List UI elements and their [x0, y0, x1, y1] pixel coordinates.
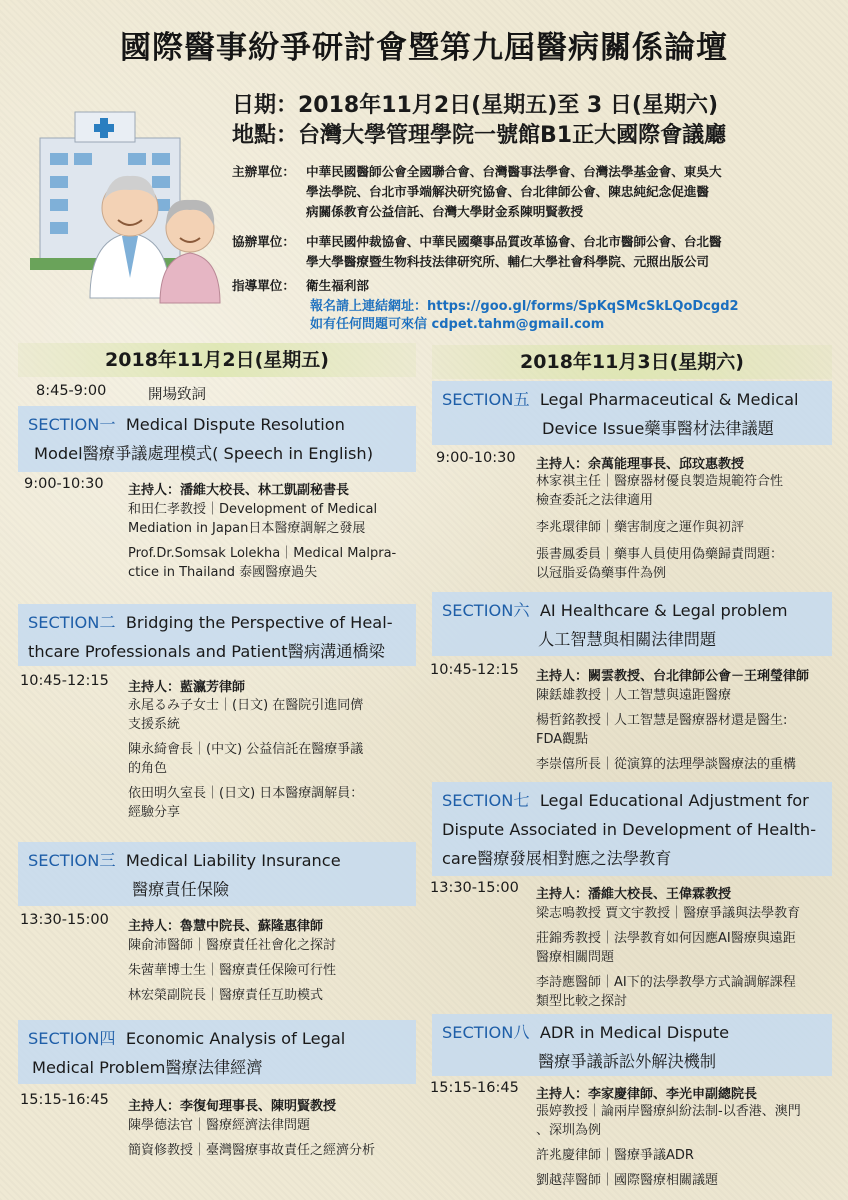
talk-line: 陳銩雄教授｜人工智慧與遠距醫療 [536, 688, 732, 703]
section-key: SECTION八 [442, 1023, 530, 1042]
section-1-header [18, 406, 416, 472]
talk-line: Prof.Dr.Somsak Lolekha｜Medical Malpra- [128, 546, 397, 561]
section-title: Device Issue藥事醫材法律議題 [542, 419, 774, 438]
organizers-supervisor [232, 276, 826, 296]
talk-line: 梁志鳴教授 賈文宇教授｜醫療爭議與法學教育 [536, 906, 801, 921]
talk-line: 檢查委託之法律適用 [536, 493, 654, 508]
section-title: Medical Dispute Resolution [125, 415, 345, 434]
section-key: SECTION四 [28, 1029, 116, 1048]
session-time: 9:00-10:30 [436, 450, 516, 466]
talk-line: 類型比較之探討 [536, 994, 628, 1009]
section-title: Medical Liability Insurance [125, 851, 341, 870]
talk-line: 莊錦秀教授｜法學教育如何因應AI醫療與遠距 [536, 931, 796, 946]
section-title: AI Healthcare & Legal problem [539, 601, 788, 620]
registration-link[interactable]: 報名請上連結網址：https://goo.gl/forms/SpKqSMcSkLQoDcgd2 [310, 299, 739, 314]
section-3-header [18, 842, 416, 906]
session-time: 9:00-10:30 [24, 476, 104, 492]
day2-header: 2018年11月3日(星期六) [432, 345, 832, 379]
talk-line: 張書鳳委員｜藥事人員使用偽藥歸責問題： [536, 547, 784, 562]
contact-email[interactable]: 如有任何問題可來信 cdpet.tahm@gmail.com [310, 317, 605, 332]
talk-line: 楊哲銘教授｜人工智慧是醫療器材還是醫生: [536, 713, 788, 728]
org-line: 中華民國醫師公會全國聯合會、台灣醫事法學會、台灣法學基金會、東吳大 [306, 164, 722, 179]
section-title: 醫療爭議訴訟外解決機制 [538, 1052, 717, 1071]
talk-line: ctice in Thailand 泰國醫療過失 [128, 565, 318, 580]
org-line: 衛生福利部 [306, 278, 369, 293]
moderator: 主持人：潘維大校長、王偉霖教授 [536, 887, 732, 902]
session-time: 15:15-16:45 [430, 1080, 519, 1096]
org-label: 主辦單位： [232, 164, 295, 179]
hospital-doctors-illustration [30, 108, 230, 308]
talk-line: 陳俞沛醫師｜醫療責任社會化之探討 [128, 938, 337, 953]
talk-line: 醫療相關問題 [536, 950, 615, 965]
org-line: 學法學院、台北市爭端解決研究協會、台北律師公會、陳忠純紀念促進醫 [306, 184, 709, 199]
talk-list [128, 696, 418, 822]
section-2-header [18, 604, 416, 666]
talk-line: 許兆慶律師｜醫療爭議ADR [536, 1148, 694, 1163]
section-key: SECTION七 [442, 791, 530, 810]
talk-line: 永尾るみ子女士｜(日文) 在醫院引進同儕 [128, 698, 364, 713]
organizers-host [232, 162, 826, 222]
talk-line: 李兆環律師｜藥害制度之運作與初評 [536, 520, 745, 535]
talk-line: 的角色 [128, 761, 168, 776]
section-title: Model醫療爭議處理模式( Speech in English) [34, 444, 374, 463]
section-title: Legal Educational Adjustment for [539, 791, 809, 810]
talk-line: 依田明久室長｜(日文) 日本醫療調解員： [128, 786, 364, 801]
org-line: 學大學醫療暨生物科技法律研究所、輔仁大學社會科學院、元照出版公司 [306, 254, 709, 269]
section-key: SECTION六 [442, 601, 530, 620]
section-title: 人工智慧與相關法律問題 [538, 630, 717, 649]
session-time: 15:15-16:45 [20, 1092, 109, 1108]
talk-line: 李詩應醫師｜AI下的法學教學方式論調解課程 [536, 975, 796, 990]
talk-line: 和田仁孝教授｜Development of Medical [128, 502, 378, 517]
talk-line: 以冠脂妥偽藥事件為例 [536, 566, 667, 581]
talk-line: 陳永綺會長｜(中文) 公益信託在醫療爭議 [128, 742, 364, 757]
org-line: 病關係教育公益信託、台灣大學財金系陳明賢教授 [306, 204, 584, 219]
section-title: ADR in Medical Dispute [539, 1023, 730, 1042]
talk-list [128, 1116, 418, 1160]
talk-list [536, 904, 836, 1011]
moderator: 主持人：潘維大校長、林工凱副秘書長 [128, 483, 350, 498]
talk-list [536, 472, 836, 583]
section-title: Bridging the Perspective of Heal- [125, 613, 393, 632]
section-title: 醫療責任保險 [132, 880, 230, 899]
talk-line: FDA觀點 [536, 732, 589, 747]
talk-line: 林宏榮副院長｜醫療責任互助模式 [128, 988, 324, 1003]
event-venue: 地點：台灣大學管理學院一號館B1正大國際會議廳 [232, 123, 727, 148]
section-4-header [18, 1020, 416, 1084]
talk-line: Mediation in Japan日本醫療調解之發展 [128, 521, 366, 536]
day1-header: 2018年11月2日(星期五) [18, 343, 416, 377]
section-7-header [432, 782, 832, 876]
opening-label: 開場致詞 [148, 387, 206, 403]
section-title: Medical Problem醫療法律經濟 [32, 1058, 263, 1077]
talk-list [536, 1102, 836, 1190]
talk-list [536, 686, 836, 774]
section-key: SECTION三 [28, 851, 116, 870]
moderator: 主持人：闕雲教授、台北律師公會－王琍瑩律師 [536, 669, 810, 684]
moderator: 主持人：余萬能理事長、邱玟惠教授 [536, 457, 745, 472]
talk-line: 劉越萍醫師｜國際醫療相關議題 [536, 1173, 719, 1188]
talk-list [128, 936, 418, 1005]
talk-line: 李崇僖所長｜從演算的法理學談醫療法的重構 [536, 757, 797, 772]
section-title: thcare Professionals and Patient醫病溝通橋梁 [28, 642, 385, 661]
section-title: Economic Analysis of Legal [125, 1029, 346, 1048]
section-6-header [432, 592, 832, 656]
talk-line: 林家祺主任｜醫療器材優良製造規範符合性 [536, 474, 784, 489]
event-date: 日期：2018年11月2日(星期五)至 3 日(星期六) [232, 93, 718, 118]
section-title: Dispute Associated in Development of Health- [442, 820, 817, 839]
talk-line: 、深圳為例 [536, 1123, 602, 1138]
section-key: SECTION一 [28, 415, 116, 434]
organizers-co-host [232, 232, 826, 272]
opening-time: 8:45-9:00 [36, 383, 107, 399]
section-title: Legal Pharmaceutical & Medical [539, 390, 799, 409]
moderator: 主持人：李復甸理事長、陳明賢教授 [128, 1099, 337, 1114]
section-title: care醫療發展相對應之法學教育 [442, 849, 672, 868]
talk-line: 陳學德法官｜醫療經濟法律問題 [128, 1118, 311, 1133]
section-8-header [432, 1014, 832, 1076]
talk-line: 經驗分享 [128, 805, 181, 820]
section-key: SECTION二 [28, 613, 116, 632]
talk-line: 朱蒏華博士生｜醫療責任保險可行性 [128, 963, 337, 978]
org-label: 指導單位： [232, 278, 295, 293]
session-time: 10:45-12:15 [20, 673, 109, 689]
page-title: 國際醫事紛爭研討會暨第九屆醫病關係論壇 [120, 30, 728, 66]
moderator: 主持人：李家慶律師、李光申副總院長 [536, 1087, 758, 1102]
moderator: 主持人：藍瀛芳律師 [128, 680, 246, 695]
talk-line: 支援系統 [128, 717, 181, 732]
talk-line: 簡資修教授｜臺灣醫療事故責任之經濟分析 [128, 1143, 376, 1158]
moderator: 主持人：魯慧中院長、蘇隆惠律師 [128, 919, 324, 934]
org-line: 中華民國仲裁協會、中華民國藥事品質改革協會、台北市醫師公會、台北醫 [306, 234, 722, 249]
session-time: 10:45-12:15 [430, 662, 519, 678]
session-time: 13:30-15:00 [20, 912, 109, 928]
section-5-header [432, 381, 832, 445]
session-time: 13:30-15:00 [430, 880, 519, 896]
talk-list [128, 500, 418, 582]
section-key: SECTION五 [442, 390, 530, 409]
org-label: 協辦單位： [232, 234, 295, 249]
talk-line: 張婷教授｜論兩岸醫療糾紛法制-以香港、澳門 [536, 1104, 801, 1119]
